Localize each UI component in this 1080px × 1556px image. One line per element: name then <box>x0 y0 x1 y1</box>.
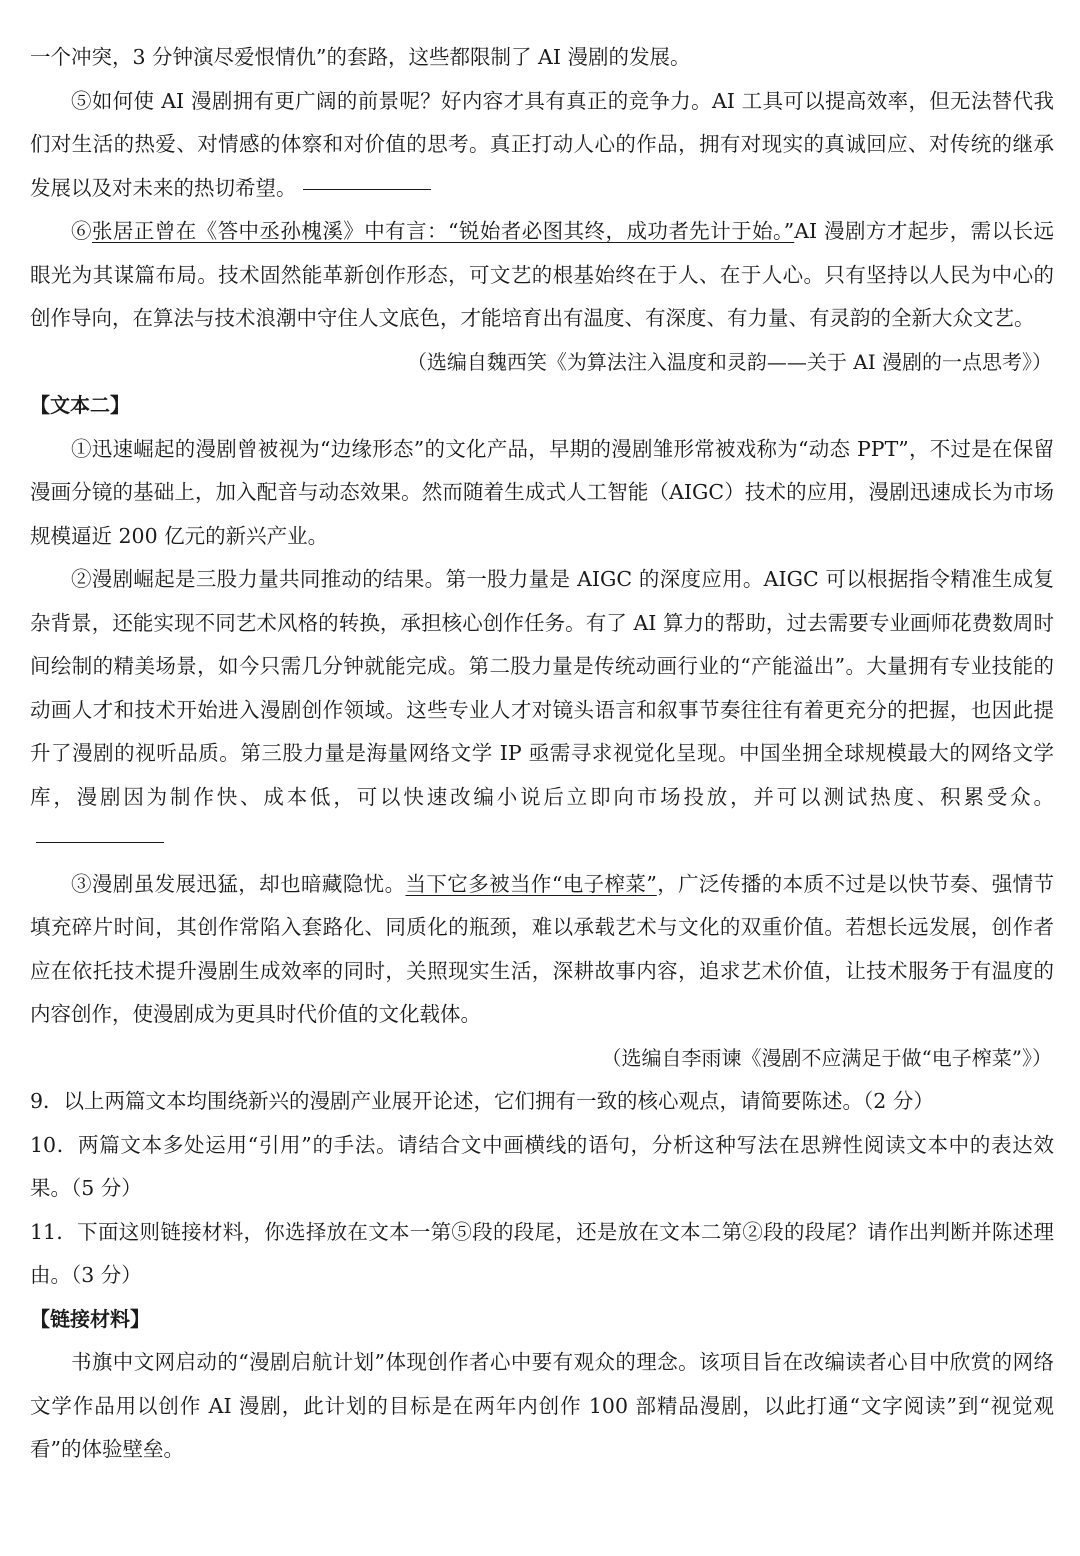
link-material-para: 书旗中文网启动的“漫剧启航计划”体现创作者心中要有观众的理念。该项目旨在改编读者心目中欣赏的网络文学作品用以创作 AI 漫剧，此计划的目标是在两年内创作 100 部精品漫剧，以此打通“文字阅读”到“视觉观看”的体验壁垒。 <box>30 1350 1054 1461</box>
text1-para5 <box>30 80 1054 211</box>
text2-para3 <box>30 863 1054 1037</box>
text2-para1: ①迅速崛起的漫剧曾被视为“边缘形态”的文化产品，早期的漫剧雏形常被戏称为“动态 PPT”，不过是在保留漫画分镜的基础上，加入配音与动态效果。然而随着生成式人工智能（AIGC）技术的应用，漫剧迅速成长为市场规模逼近 200 亿元的新兴产业。 <box>30 436 1054 548</box>
text1-para4-end: 一个冲突，3 分钟演尽爱恨情仇”的套路，这些都限制了 AI 漫剧的发展。 <box>30 45 691 69</box>
text2-source: （选编自李雨谏《漫剧不应满足于做“电子榨菜”》） <box>601 1045 1052 1070</box>
underlined-quote-2: 当下它多被当作“电子榨菜” <box>405 871 657 896</box>
question-10: 10．两篇文本多处运用“引用”的手法。请结合文中画横线的语句，分析这种写法在思辨性阅读文本中的表达效果。（5 分） <box>30 1132 1054 1200</box>
text1-para5-text: ⑤如何使 AI 漫剧拥有更广阔的前景呢？好内容才具有真正的竞争力。AI 工具可以提高效率，但无法替代我们对生活的热爱、对情感的体察和对价值的思考。真正打动人心的作品，拥有对现实的真诚回应、对传统的继承发展以及对未来的热切希望。 <box>30 88 1054 200</box>
text1-para6 <box>30 210 1054 341</box>
answer-blank-2[interactable] <box>36 841 164 843</box>
answer-blank-1[interactable] <box>303 188 431 190</box>
text2-para3-lead: ③漫剧虽发展迅猛，却也暗藏隐忧。 <box>71 871 406 896</box>
text2-para3-rest: ，广泛传播的本质不过是以快节奏、强情节填充碎片时间，其创作常陷入套路化、同质化的瓶颈，难以承载艺术与文化的双重价值。若想长远发展，创作者应在依托技术提升漫剧生成效率的同时，关照现实生活，深耕故事内容，追求艺术价值，让技术服务于有温度的内容创作，使漫剧成为更具时代价值的文化载体。 <box>30 871 1055 1026</box>
link-material-heading: 【链接材料】 <box>30 1306 150 1331</box>
text2-para2 <box>30 558 1054 863</box>
text1-para6-lead: ⑥ <box>71 219 92 243</box>
text1-para6-rest: AI 漫剧方才起步，需以长远眼光为其谋篇布局。技术固然能革新创作形态，可文艺的根基始终在于人、在于人心。只有坚持以人民为中心的创作导向，在算法与技术浪潮中守住人文底色，才能培育出有温度、有深度、有力量、有灵韵的全新大众文艺。 <box>30 219 1055 330</box>
underlined-quote-1: 张居正曾在《答中丞孙槐溪》中有言：“锐始者必图其终，成功者先计于始。” <box>91 219 795 243</box>
text2-para2-text: ②漫剧崛起是三股力量共同推动的结果。第一股力量是 AIGC 的深度应用。AIGC 可以根据指令精准生成复杂背景，还能实现不同艺术风格的转换，承担核心创作任务。有了 AI 算力的帮助，过去需要专业画师花费数周时间绘制的精美场景，如今只需几分钟就能完成。第二股力量是传统动画行业的“产能溢出”。大量拥有专业技能的动画人才和技术开始进入漫剧创作领域。这些专业人才对镜头语言和叙事节奏往往有着更充分的把握，也因此提升了漫剧的视听品质。第三股力量是海量网络文学 IP 亟需寻求视觉化呈现。中国坐拥全球规模最大的网络文学库，漫剧因为制作快、成本低，可以快速改编小说后立即向市场投放，并可以测试热度、积累受众。 <box>30 567 1054 809</box>
question-9: 9．以上两篇文本均围绕新兴的漫剧产业展开论述，它们拥有一致的核心观点，请简要陈述。（2 分） <box>30 1089 934 1113</box>
text1-source: （选编自魏西笑《为算法注入温度和灵韵——关于 AI 漫剧的一点思考》） <box>406 349 1052 374</box>
question-11: 11．下面这则链接材料，你选择放在文本一第⑤段的段尾，还是放在文本二第②段的段尾？请作出判断并陈述理由。（3 分） <box>30 1219 1054 1287</box>
text2-heading: 【文本二】 <box>30 393 130 417</box>
